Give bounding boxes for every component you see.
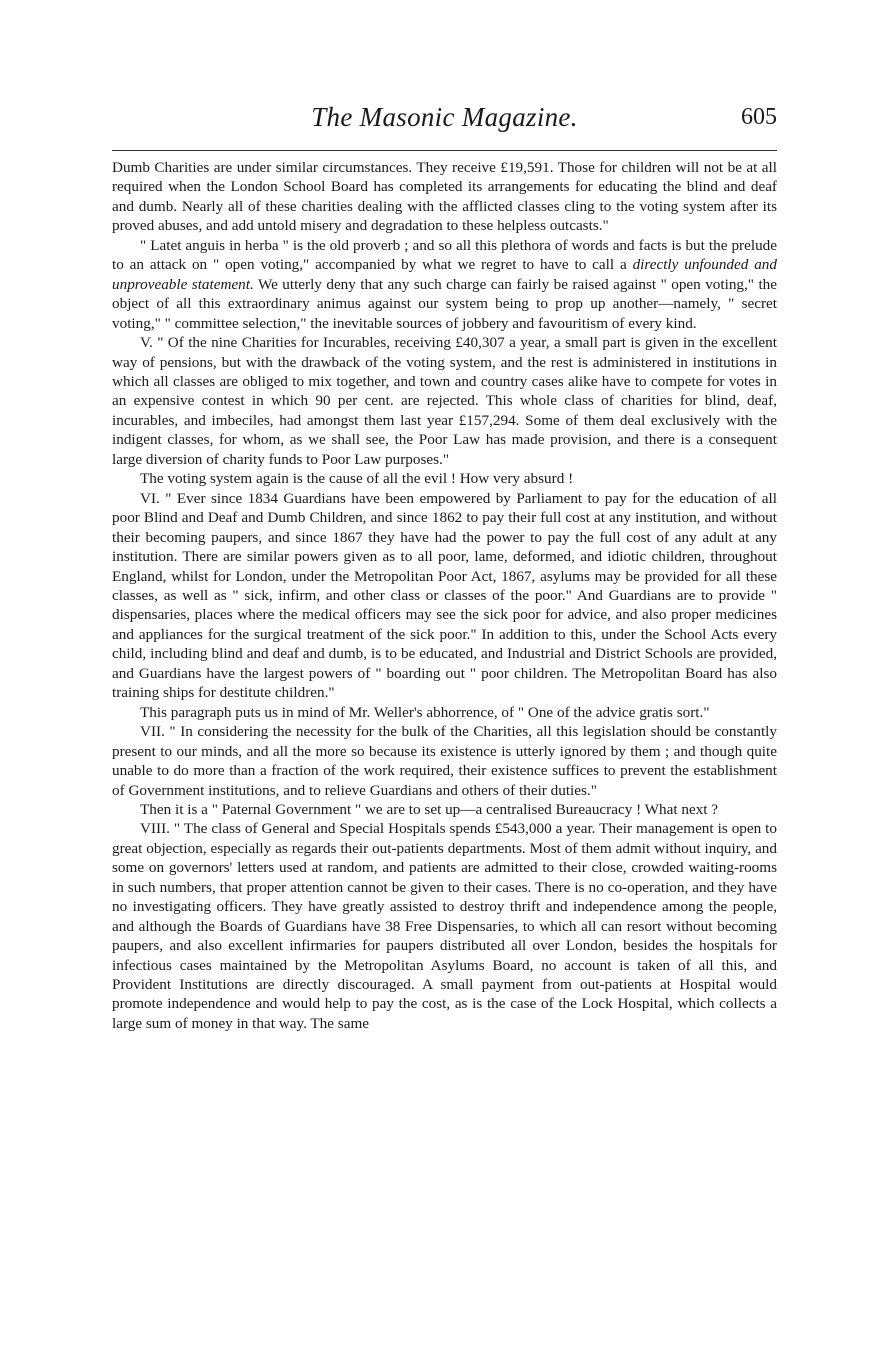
paragraph-section-vi: VI. " Ever since 1834 Guardians have been empowered by Parliament to pay for the education of all poor Blind and Deaf and Dumb Children, and since 1862 to pay their full cost at any institution, and without their becoming paupers, and since 1867 they have had the power to pay the full cost of any adult at any institution. There are similar powers given as to all poor, lame, deformed, and idiotic children, throughout England, whilst for London, under the Metropolitan Poor Act, 1867, asylums may be provided for all these classes, as well as " sick, infirm, and other class or classes of the poor." And Guardians are to provide " dispensaries, places where the medical officers may see the sick poor for advice, and also proper medicines and appliances for the surgical treatment of the sick poor." In addition to this, under the School Acts every child, including blind and deaf and dumb, is to be educated, and Industrial and District Schools are provided, and Guardians have the largest powers of " boarding out " poor children. The Metropolitan Board has also training ships for destitute children." bbox=[112, 489, 777, 702]
paragraph-paternal-government: Then it is a " Paternal Government " we are to set up—a centralised Bureaucracy ! What next ? bbox=[140, 800, 719, 818]
paragraph-latet-anguis bbox=[112, 236, 777, 333]
paragraph-text: We utterly deny that any such charge can fairly be raised against " open voting," the object of all this extraordinary animus against our system being to prop up another—namely, " secret voting," " committee selection," the inevitable sources of jobbery and favouritism of every kind. bbox=[112, 275, 777, 332]
page-header bbox=[112, 98, 777, 142]
running-title: The Masonic Magazine. bbox=[311, 102, 578, 132]
paragraph-section-v: V. " Of the nine Charities for Incurables, receiving £40,307 a year, a small part is given in the excellent way of pensions, but with the drawback of the voting system, and the rest is administered in institutions in which all classes are obliged to mix together, and town and country cases alike have to compete for votes in an expensive contest in which 90 per cent. are rejected. This whole class of charities for blind, deaf, incurables, and imbeciles, had amongst them last year £157,294. Some of them deal exclusively with the indigent classes, for whom, as we shall see, the Poor Law has made provision, and there is a consequent large diversion of charity funds to Poor Law purposes." bbox=[112, 334, 777, 468]
paragraph-weller: This paragraph puts us in mind of Mr. Weller's abhorrence, of " One of the advice gratis sort." bbox=[140, 703, 710, 721]
paragraph-voting-system: The voting system again is the cause of all the evil ! How very absurd ! bbox=[140, 470, 574, 488]
article-body bbox=[112, 158, 777, 1033]
paragraph-section-viii: VIII. " The class of General and Special Hospitals spends £543,000 a year. Their management is open to great objection, especially as regards their out-patients departments. Most of them admit without inquiry, and some on governors' letters used at random, and patients are admitted to their close, crowded waiting-rooms in such numbers, that proper attention cannot be given to their cases. There is no co-operation, and they have no investigating officers. They have greatly assisted to destroy thrift and independence among the people, and although the Boards of Guardians have 38 Free Dispensaries, to which all can resort without becoming paupers, and also excellent infirmaries for paupers distributed all over London, besides the hospitals for infectious cases maintained by the Metropolitan Asylums Board, no account is taken of all this, and Provident Institutions are directly discouraged. A small payment from out-patients at Hospital would promote independence and would help to pay the cost, as is the case of the Lock Hospital, which collects a large sum of money in that way. The same bbox=[112, 820, 777, 1032]
page-number: 605 bbox=[741, 104, 777, 130]
paragraph-section-vii: VII. " In considering the necessity for the bulk of the Charities, all this legislation should be constantly present to our minds, and all the more so because its existence is utterly ignored by them ; and though quite unable to do more than a fraction of the work required, their existence suffices to prevent the establishment of Government institutions, and to relieve Guardians and others of their duties." bbox=[112, 723, 777, 799]
paragraph-text: " Latet anguis in herba " is the old proverb ; and so all this plethora of words and facts is but the prelude to an attack on " open voting," accompanied by what we regret to have to call a bbox=[112, 236, 777, 274]
italic-emphasis: directly unfounded and unproveable statement. bbox=[112, 256, 777, 293]
header-rule bbox=[112, 150, 777, 151]
paragraph-dumb-charities: Dumb Charities are under similar circumstances. They receive £19,591. Those for children will not be at all required when the London School Board has completed its arrangements for educating the blind and deaf and dumb. Nearly all of these charities dealing with the afflicted classes cling to the voting system after its proved abuses, and add untold misery and degradation to these helpless outcasts." bbox=[112, 159, 777, 235]
